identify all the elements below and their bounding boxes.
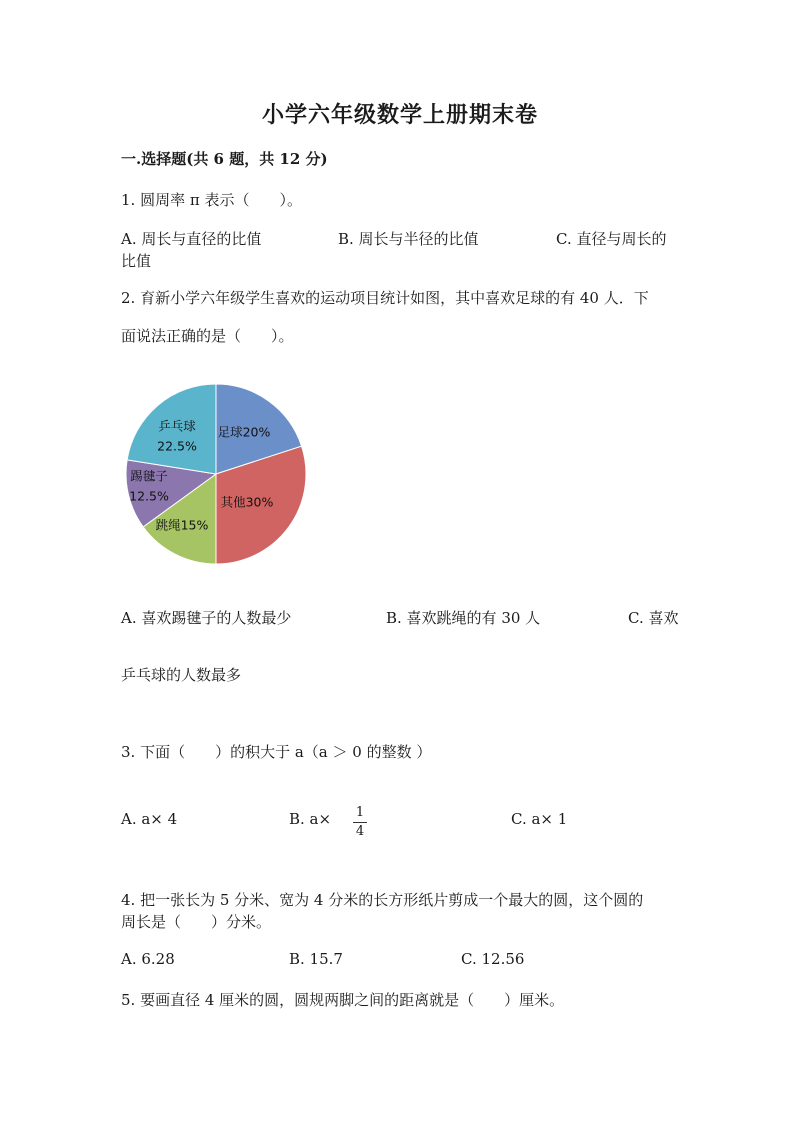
question-3-option-a: A. a× 4: [121, 810, 178, 828]
question-2-line-2: 面说法正确的是（ ）。: [121, 327, 294, 345]
pie-slice-label: 足球20%: [217, 424, 271, 440]
question-4-line-2: 周长是（ ）分米。: [121, 913, 272, 931]
question-3-option-b: B. a×: [289, 810, 332, 828]
question-3-option-c: C. a× 1: [511, 810, 568, 828]
question-1-option-c: C. 直径与周长的: [556, 230, 667, 248]
question-1-option-c-wrap: 比值: [121, 252, 152, 270]
page-title: 小学六年级数学上册期末卷: [261, 102, 538, 128]
question-2-line-1: 2. 育新小学六年级学生喜欢的运动项目统计如图，其中喜欢足球的有 40 人．下: [121, 289, 649, 307]
question-1-option-a: A. 周长与直径的比值: [121, 230, 262, 248]
pie-slice-label: 乒乓球: [158, 418, 196, 434]
fraction-bar: [353, 822, 367, 823]
question-3-text: 3. 下面（ ）的积大于 a（a ＞ 0 的整数 ）: [121, 743, 432, 761]
question-4-option-b: B. 15.7: [289, 950, 343, 968]
question-4-option-a: A. 6.28: [121, 950, 175, 968]
question-5-text: 5. 要画直径 4 厘米的圆，圆规两脚之间的距离就是（ ）厘米。: [121, 991, 565, 1009]
question-2-option-b: B. 喜欢跳绳的有 30 人: [386, 609, 541, 627]
question-2-option-c-wrap: 乒乓球的人数最多: [121, 666, 242, 684]
section-heading: 一.选择题(共 6 题，共 12 分): [121, 150, 328, 168]
question-1-text: 1. 圆周率 π 表示（ ）。: [121, 191, 302, 209]
question-3-fraction: [352, 806, 368, 839]
pie-slice-label: 跳绳15%: [155, 517, 209, 533]
pie-slice-label: 22.5%: [157, 438, 197, 454]
question-2-option-c: C. 喜欢: [628, 609, 679, 627]
fraction-numerator: 1: [355, 805, 365, 820]
pie-chart: [118, 376, 314, 572]
question-2-option-a: A. 喜欢踢毽子的人数最少: [121, 609, 292, 627]
question-4-line-1: 4. 把一张长为 5 分米、宽为 4 分米的长方形纸片剪成一个最大的圆，这个圆的: [121, 891, 644, 909]
fraction-denominator: 4: [355, 824, 365, 839]
pie-slice-label: 其他30%: [220, 494, 274, 510]
pie-slice-label: 踢毽子: [130, 468, 168, 484]
question-4-option-c: C. 12.56: [461, 950, 525, 968]
question-1-option-b: B. 周长与半径的比值: [338, 230, 479, 248]
pie-slice-label: 12.5%: [129, 488, 169, 504]
